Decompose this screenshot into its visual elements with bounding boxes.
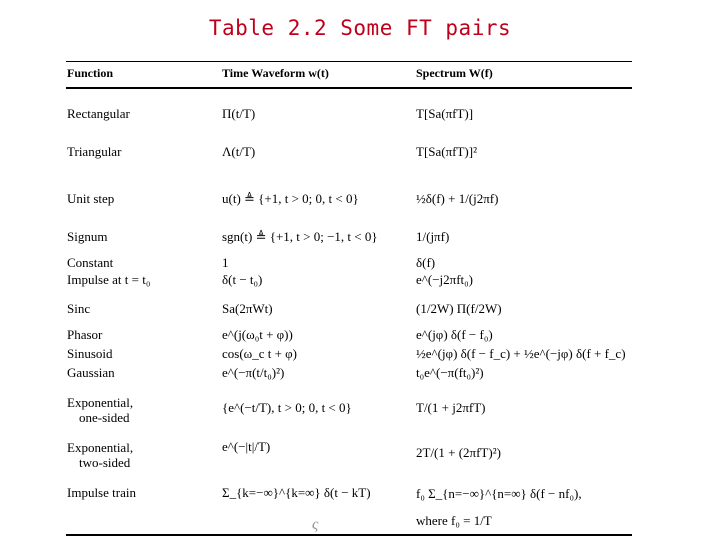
table-header-rule: [66, 87, 632, 89]
spectrum-line-2: where f₀ = 1/T: [416, 513, 492, 528]
function-line-2: one-sided: [79, 410, 130, 425]
column-header-time-waveform: Time Waveform w(t): [222, 66, 329, 80]
function-line-2: two-sided: [79, 455, 131, 470]
time-waveform-cell: u(t) ≜ {+1, t > 0; 0, t < 0}: [222, 191, 359, 206]
time-waveform-cell: Π(t/T): [222, 106, 256, 121]
function-cell: Rectangular: [67, 106, 130, 121]
time-waveform-cell: Σ_{k=−∞}^{k=∞} δ(t − kT): [222, 485, 371, 500]
function-cell: [67, 440, 133, 470]
spectrum-cell: 1/(jπf): [416, 229, 450, 244]
function-cell: Sinc: [67, 301, 91, 316]
spectrum-cell: e^(−j2πft₀): [416, 272, 474, 287]
time-waveform-cell: δ(t − t₀): [222, 272, 263, 287]
spectrum-cell: [416, 486, 582, 528]
time-waveform-cell: {e^(−t/T), t > 0; 0, t < 0}: [222, 400, 352, 415]
function-cell: Signum: [67, 229, 108, 244]
table-bottom-rule: [66, 534, 632, 536]
time-waveform-cell: cos(ω_c t + φ): [222, 346, 298, 361]
function-cell: Gaussian: [67, 365, 115, 380]
time-waveform-cell: Sa(2πWt): [222, 301, 273, 316]
time-waveform-cell: e^(−|t|/T): [222, 439, 271, 454]
spectrum-cell: T[Sa(πfT)]: [416, 106, 474, 121]
time-waveform-cell: 1: [222, 255, 229, 270]
spectrum-cell: δ(f): [416, 255, 436, 270]
table-top-rule: [66, 61, 632, 62]
spectrum-cell: T/(1 + j2πfT): [416, 400, 486, 415]
function-cell: [67, 395, 133, 425]
function-cell: Constant: [67, 255, 114, 270]
function-cell: Impulse train: [67, 485, 136, 500]
spectrum-cell: ½δ(f) + 1/(j2πf): [416, 191, 499, 206]
time-waveform-cell: Λ(t/T): [222, 144, 256, 159]
function-line-1: Exponential,: [67, 440, 134, 455]
spectrum-line-1: f₀ Σ_{n=−∞}^{n=∞} δ(f − nf₀),: [416, 486, 582, 501]
spectrum-cell: T[Sa(πfT)]²: [416, 144, 477, 159]
spectrum-cell: 2T/(1 + (2πfT)²): [416, 445, 501, 460]
function-line-1: Exponential,: [67, 395, 134, 410]
spectrum-cell: t₀e^(−π(ft₀)²): [416, 365, 484, 380]
function-cell: Triangular: [67, 144, 122, 159]
column-header-spectrum: Spectrum W(f): [416, 66, 493, 80]
time-waveform-cell: sgn(t) ≜ {+1, t > 0; −1, t < 0}: [222, 229, 378, 244]
spectrum-cell: ½e^(jφ) δ(f − f_c) + ½e^(−jφ) δ(f + f_c): [416, 346, 626, 361]
column-header-function: Function: [67, 66, 114, 80]
function-cell: Sinusoid: [67, 346, 113, 361]
slide-title: Table 2.2 Some FT pairs: [208, 16, 512, 40]
spectrum-cell: e^(jφ) δ(f − f₀): [416, 327, 493, 342]
time-waveform-cell: e^(j(ω₀t + φ)): [222, 327, 293, 342]
time-waveform-cell: e^(−π(t/t₀)²): [222, 365, 285, 380]
function-cell: Unit step: [67, 191, 115, 206]
function-cell: Impulse at t = t₀: [67, 272, 151, 287]
stray-mark-icon: ς: [310, 515, 320, 534]
spectrum-cell: (1/2W) Π(f/2W): [416, 301, 502, 316]
function-cell: Phasor: [67, 327, 103, 342]
